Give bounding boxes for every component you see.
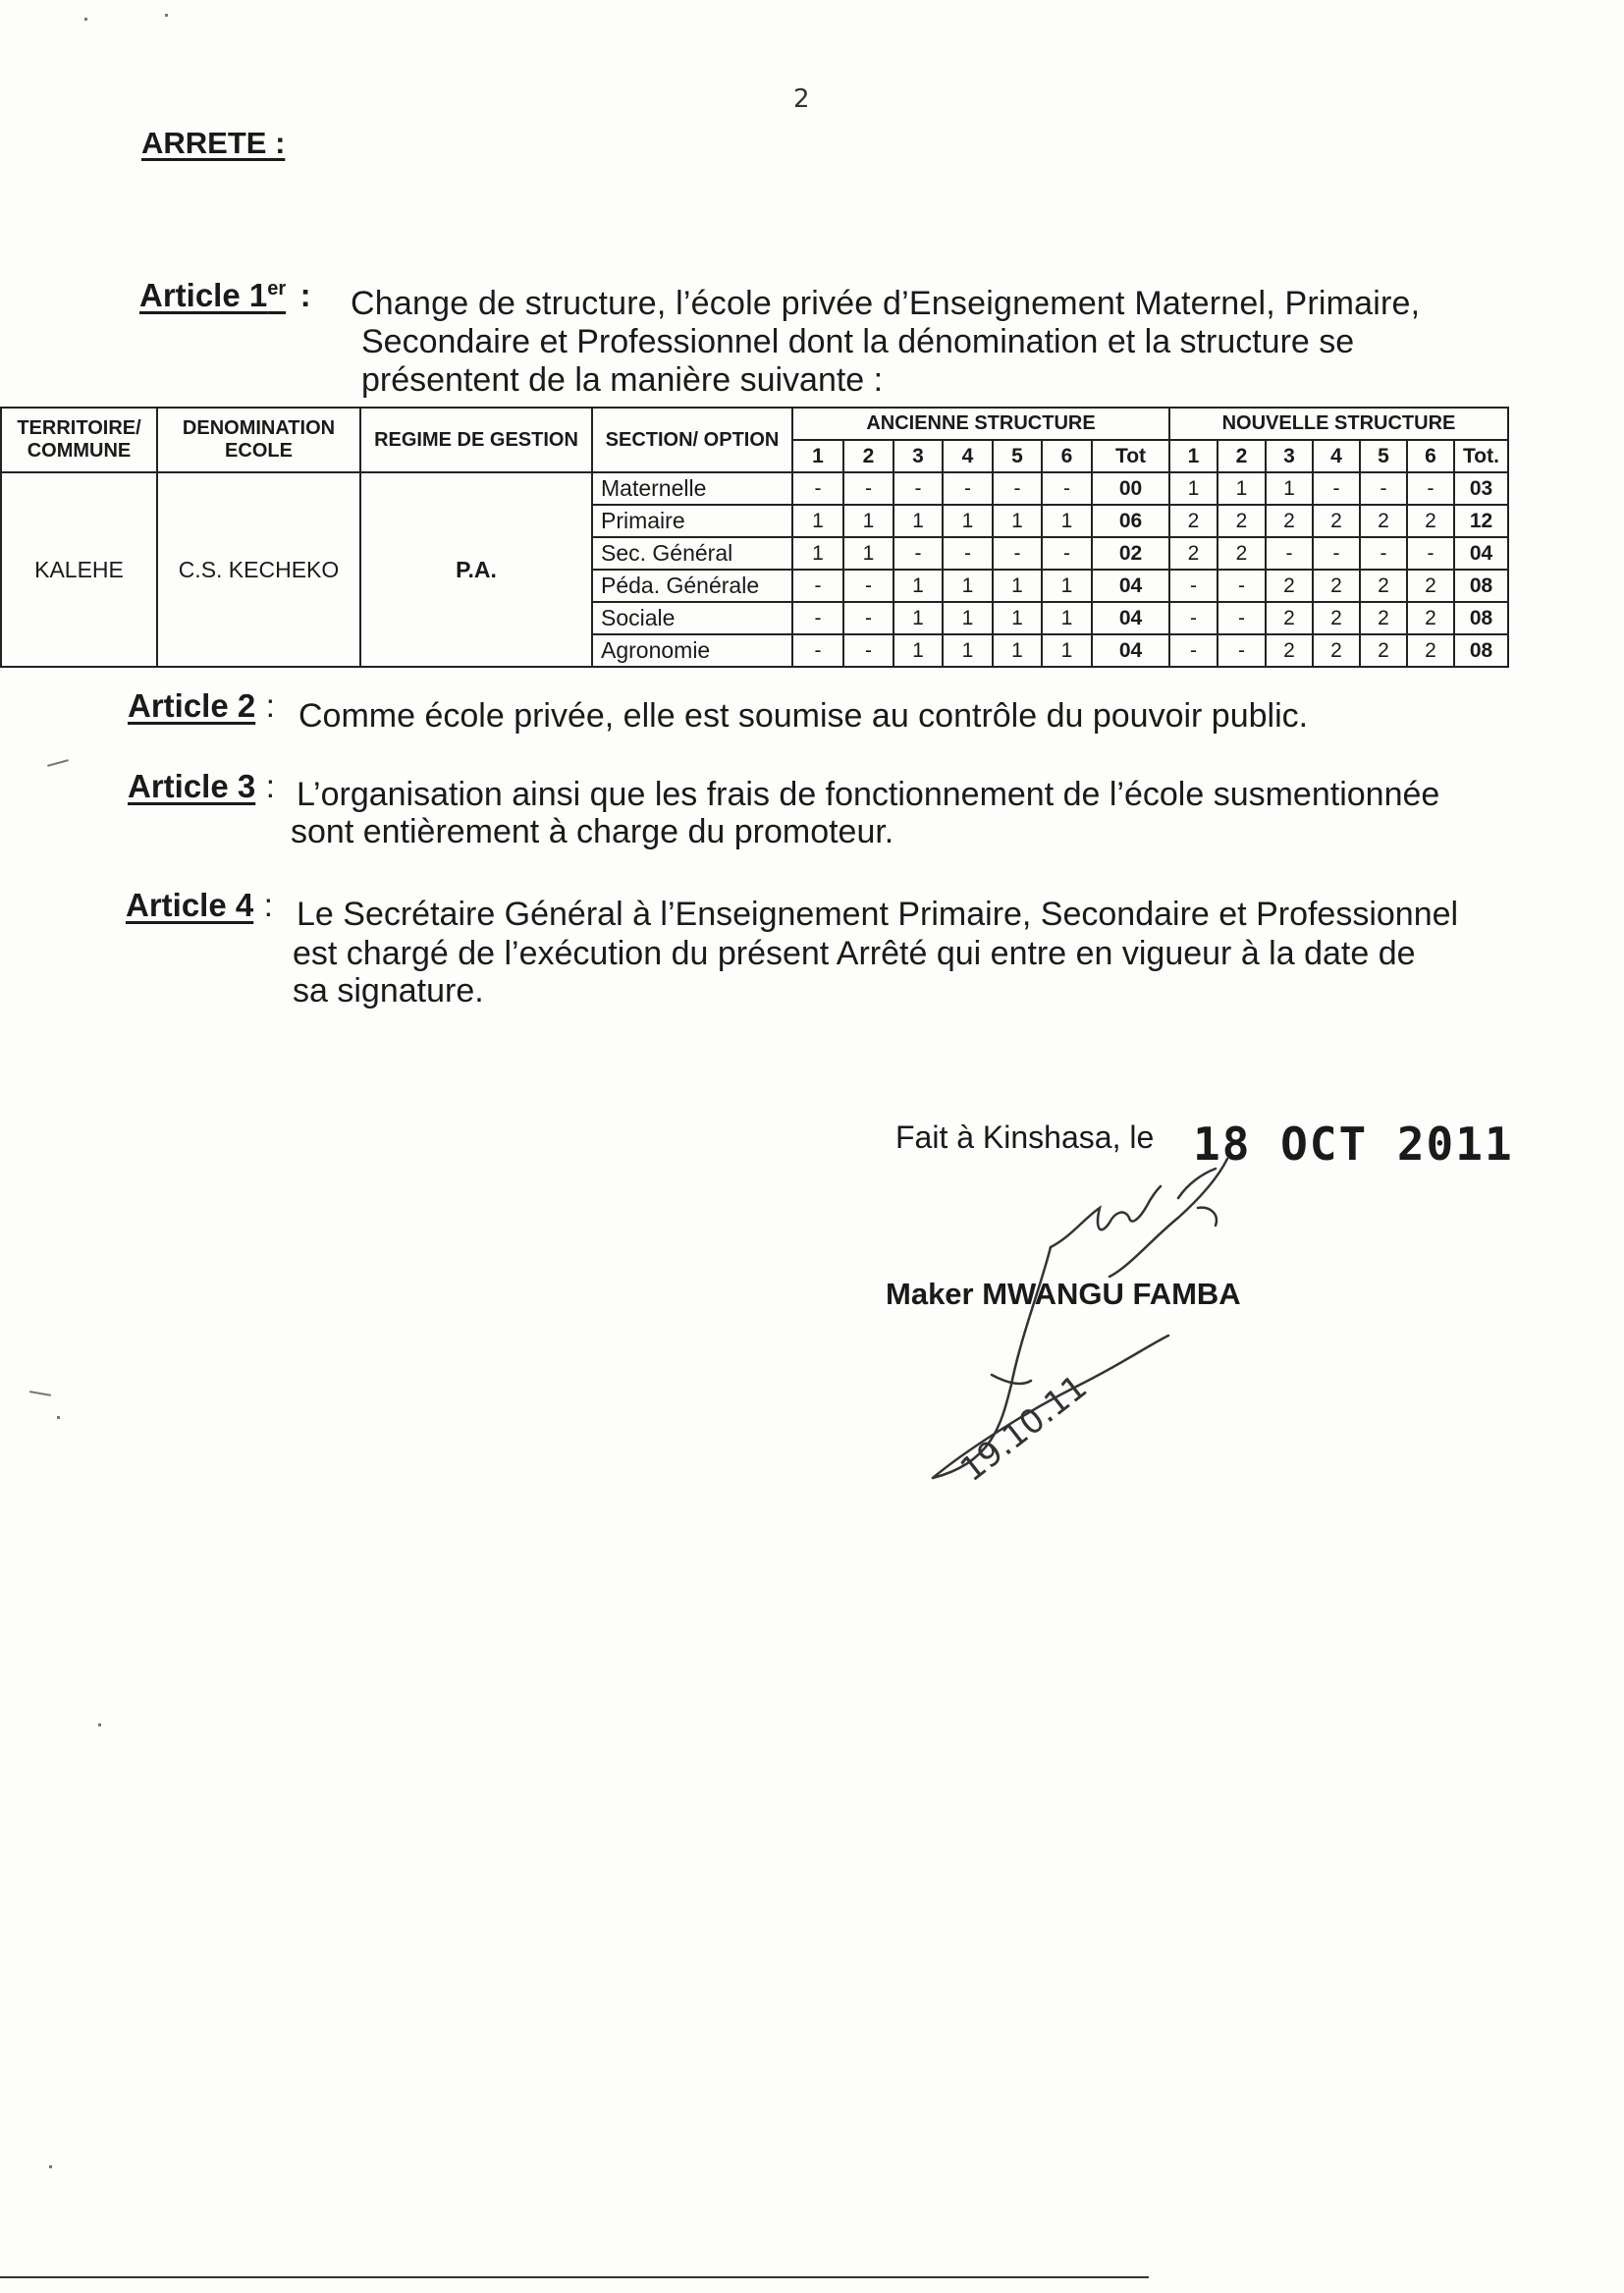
ancienne-cell: - xyxy=(893,537,943,570)
handwritten-signature-icon xyxy=(903,1129,1316,1522)
nouvelle-cell: 2 xyxy=(1313,570,1360,602)
ancienne-cell: 1 xyxy=(1042,602,1092,634)
article-4-line-3: sa signature. xyxy=(293,972,484,1010)
nouvelle-cell: - xyxy=(1313,537,1360,570)
nouvelle-cell: 2 xyxy=(1266,570,1313,602)
ancienne-cell: 1 xyxy=(943,634,993,667)
nouvelle-cell: 2 xyxy=(1407,570,1454,602)
header-nouvelle-structure: NOUVELLE STRUCTURE xyxy=(1169,408,1508,440)
nouvelle-cell: - xyxy=(1169,570,1218,602)
ancienne-cell: - xyxy=(993,472,1042,505)
nouvelle-cell: 2 xyxy=(1313,505,1360,537)
article-1-line-1: Change de structure, l’école privée d’Enseignement Maternel, Primaire, xyxy=(351,285,1421,322)
ancienne-cell: 1 xyxy=(893,634,943,667)
nouvelle-cell: 2 xyxy=(1266,505,1313,537)
ancienne-cell: 1 xyxy=(993,570,1042,602)
ancienne-cell: 1 xyxy=(893,570,943,602)
nouvelle-cell: 2 xyxy=(1313,634,1360,667)
date-stamp: 18 OCT 2011 xyxy=(1193,1118,1514,1171)
nouvelle-cell: - xyxy=(1218,634,1266,667)
ancienne-cell: - xyxy=(843,602,893,634)
nouvelle-total-cell: 03 xyxy=(1454,472,1508,505)
ancienne-total-cell: 04 xyxy=(1092,634,1169,667)
nouvelle-cell: 2 xyxy=(1360,505,1407,537)
nouvelle-cell: 2 xyxy=(1218,537,1266,570)
ancienne-total-cell: 00 xyxy=(1092,472,1169,505)
nouvelle-cell: - xyxy=(1313,472,1360,505)
table-row xyxy=(1,472,1508,505)
section-cell: Agronomie xyxy=(592,634,792,667)
nouvelle-col-6: 6 xyxy=(1407,440,1454,472)
ancienne-total-cell: 06 xyxy=(1092,505,1169,537)
ancienne-cell: - xyxy=(843,570,893,602)
scan-speck xyxy=(98,1723,101,1726)
nouvelle-cell: 2 xyxy=(1266,602,1313,634)
nouvelle-cell: 1 xyxy=(1169,472,1218,505)
header-territoire: TERRITOIRE/ COMMUNE xyxy=(1,408,157,472)
nouvelle-cell: 2 xyxy=(1407,634,1454,667)
ancienne-cell: - xyxy=(943,537,993,570)
article-3-line-2: sont entièrement à charge du promoteur. xyxy=(291,813,894,850)
scan-speck xyxy=(49,2165,52,2168)
ancienne-total-cell: 02 xyxy=(1092,537,1169,570)
article-4-label: Article 4 xyxy=(126,887,254,923)
nouvelle-cell: 2 xyxy=(1407,602,1454,634)
ancienne-cell: - xyxy=(993,537,1042,570)
nouvelle-col-tot: Tot. xyxy=(1454,440,1508,472)
article-1-label-sup: er xyxy=(267,278,287,300)
nouvelle-col-1: 1 xyxy=(1169,440,1218,472)
header-ancienne-structure: ANCIENNE STRUCTURE xyxy=(792,408,1169,440)
scan-speck xyxy=(84,18,87,21)
nouvelle-cell: 2 xyxy=(1266,634,1313,667)
ancienne-cell: 1 xyxy=(943,570,993,602)
nouvelle-cell: - xyxy=(1266,537,1313,570)
ancienne-cell: - xyxy=(792,570,843,602)
signer-name: Maker MWANGU FAMBA xyxy=(886,1277,1241,1311)
handwritten-date: 19.10.11 xyxy=(952,1367,1095,1491)
regime-cell: P.A. xyxy=(360,472,592,667)
header-denomination: DENOMINATION ECOLE xyxy=(157,408,360,472)
article-2-line-1: Comme école privée, elle est soumise au contrôle du pouvoir public. xyxy=(298,697,1309,735)
article-4-line-2: est chargé de l’exécution du présent Arrêté qui entre en vigueur à la date de xyxy=(293,935,1416,972)
header-section: SECTION/ OPTION xyxy=(592,408,792,472)
school-structure-table xyxy=(0,407,1509,668)
ancienne-cell: 1 xyxy=(993,505,1042,537)
nouvelle-cell: 2 xyxy=(1218,505,1266,537)
decree-heading-text: ARRETE : xyxy=(141,126,286,160)
ancienne-cell: - xyxy=(1042,537,1092,570)
section-cell: Sec. Général xyxy=(592,537,792,570)
ancienne-cell: 1 xyxy=(893,602,943,634)
nouvelle-col-3: 3 xyxy=(1266,440,1313,472)
ancienne-cell: 1 xyxy=(943,602,993,634)
nouvelle-total-cell: 08 xyxy=(1454,602,1508,634)
article-3-colon: : xyxy=(265,768,275,804)
ancienne-cell: 1 xyxy=(792,505,843,537)
ancienne-col-5: 5 xyxy=(993,440,1042,472)
nouvelle-cell: 1 xyxy=(1218,472,1266,505)
header-regime: REGIME DE GESTION xyxy=(360,408,592,472)
article-4-line-1: Le Secrétaire Général à l’Enseignement Primaire, Secondaire et Professionnel xyxy=(297,896,1459,933)
nouvelle-cell: 2 xyxy=(1360,634,1407,667)
article-4-label-wrap xyxy=(126,887,273,924)
ancienne-cell: - xyxy=(792,634,843,667)
article-1-line-3: présentent de la manière suivante : xyxy=(361,361,884,399)
scan-speck xyxy=(165,14,168,17)
nouvelle-cell: - xyxy=(1407,472,1454,505)
nouvelle-cell: - xyxy=(1169,634,1218,667)
nouvelle-total-cell: 08 xyxy=(1454,570,1508,602)
article-3-label: Article 3 xyxy=(128,768,256,804)
ancienne-cell: 1 xyxy=(943,505,993,537)
ancienne-cell: 1 xyxy=(792,537,843,570)
ancienne-cell: 1 xyxy=(843,505,893,537)
article-2-label-wrap xyxy=(128,687,275,725)
page-number: 2 xyxy=(793,84,810,114)
nouvelle-total-cell: 12 xyxy=(1454,505,1508,537)
nouvelle-col-5: 5 xyxy=(1360,440,1407,472)
nouvelle-cell: 2 xyxy=(1313,602,1360,634)
article-1-label-wrap xyxy=(139,277,311,314)
ancienne-col-1: 1 xyxy=(792,440,843,472)
nouvelle-total-cell: 04 xyxy=(1454,537,1508,570)
ancienne-col-tot: Tot xyxy=(1092,440,1169,472)
nouvelle-cell: - xyxy=(1218,602,1266,634)
ancienne-col-4: 4 xyxy=(943,440,993,472)
article-1-colon: : xyxy=(299,277,311,313)
section-cell: Maternelle xyxy=(592,472,792,505)
nouvelle-cell: 2 xyxy=(1360,570,1407,602)
article-3-label-wrap xyxy=(128,768,275,805)
place-date-text: Fait à Kinshasa, le xyxy=(895,1119,1155,1155)
ancienne-col-2: 2 xyxy=(843,440,893,472)
ancienne-cell: 1 xyxy=(1042,570,1092,602)
article-1-label-text: Article 1 xyxy=(139,277,268,313)
nouvelle-col-2: 2 xyxy=(1218,440,1266,472)
article-1-line-2: Secondaire et Professionnel dont la dénomination et la structure se xyxy=(361,323,1355,360)
ancienne-cell: - xyxy=(943,472,993,505)
nouvelle-cell: - xyxy=(1407,537,1454,570)
ancienne-cell: 1 xyxy=(893,505,943,537)
section-cell: Péda. Générale xyxy=(592,570,792,602)
nouvelle-cell: 2 xyxy=(1407,505,1454,537)
nouvelle-cell: 1 xyxy=(1266,472,1313,505)
ancienne-cell: 1 xyxy=(993,634,1042,667)
nouvelle-cell: - xyxy=(1169,602,1218,634)
ancienne-cell: 1 xyxy=(843,537,893,570)
denomination-cell: C.S. KECHEKO xyxy=(157,472,360,667)
ancienne-cell: - xyxy=(843,634,893,667)
nouvelle-col-4: 4 xyxy=(1313,440,1360,472)
nouvelle-cell: 2 xyxy=(1169,505,1218,537)
ancienne-cell: 1 xyxy=(1042,634,1092,667)
scan-speck xyxy=(47,759,69,767)
ancienne-cell: 1 xyxy=(993,602,1042,634)
nouvelle-cell: 2 xyxy=(1169,537,1218,570)
footer-rule xyxy=(0,2276,1149,2278)
nouvelle-cell: - xyxy=(1218,570,1266,602)
article-2-label: Article 2 xyxy=(128,687,256,724)
nouvelle-cell: 2 xyxy=(1360,602,1407,634)
article-3-line-1: L’organisation ainsi que les frais de fonctionnement de l’école susmentionnée xyxy=(297,776,1440,813)
territoire-cell: KALEHE xyxy=(1,472,157,667)
ancienne-total-cell: 04 xyxy=(1092,602,1169,634)
article-2-colon: : xyxy=(265,687,275,724)
section-cell: Sociale xyxy=(592,602,792,634)
ancienne-col-6: 6 xyxy=(1042,440,1092,472)
article-1-label xyxy=(139,277,286,313)
ancienne-cell: - xyxy=(893,472,943,505)
decree-heading xyxy=(141,126,285,161)
nouvelle-cell: - xyxy=(1360,472,1407,505)
article-4-colon: : xyxy=(263,887,273,923)
ancienne-cell: 1 xyxy=(1042,505,1092,537)
ancienne-cell: - xyxy=(843,472,893,505)
ancienne-cell: - xyxy=(792,602,843,634)
nouvelle-cell: - xyxy=(1360,537,1407,570)
scan-speck xyxy=(57,1416,60,1419)
ancienne-cell: - xyxy=(1042,472,1092,505)
ancienne-col-3: 3 xyxy=(893,440,943,472)
nouvelle-total-cell: 08 xyxy=(1454,634,1508,667)
section-cell: Primaire xyxy=(592,505,792,537)
ancienne-total-cell: 04 xyxy=(1092,570,1169,602)
ancienne-cell: - xyxy=(792,472,843,505)
scan-speck xyxy=(29,1391,51,1396)
